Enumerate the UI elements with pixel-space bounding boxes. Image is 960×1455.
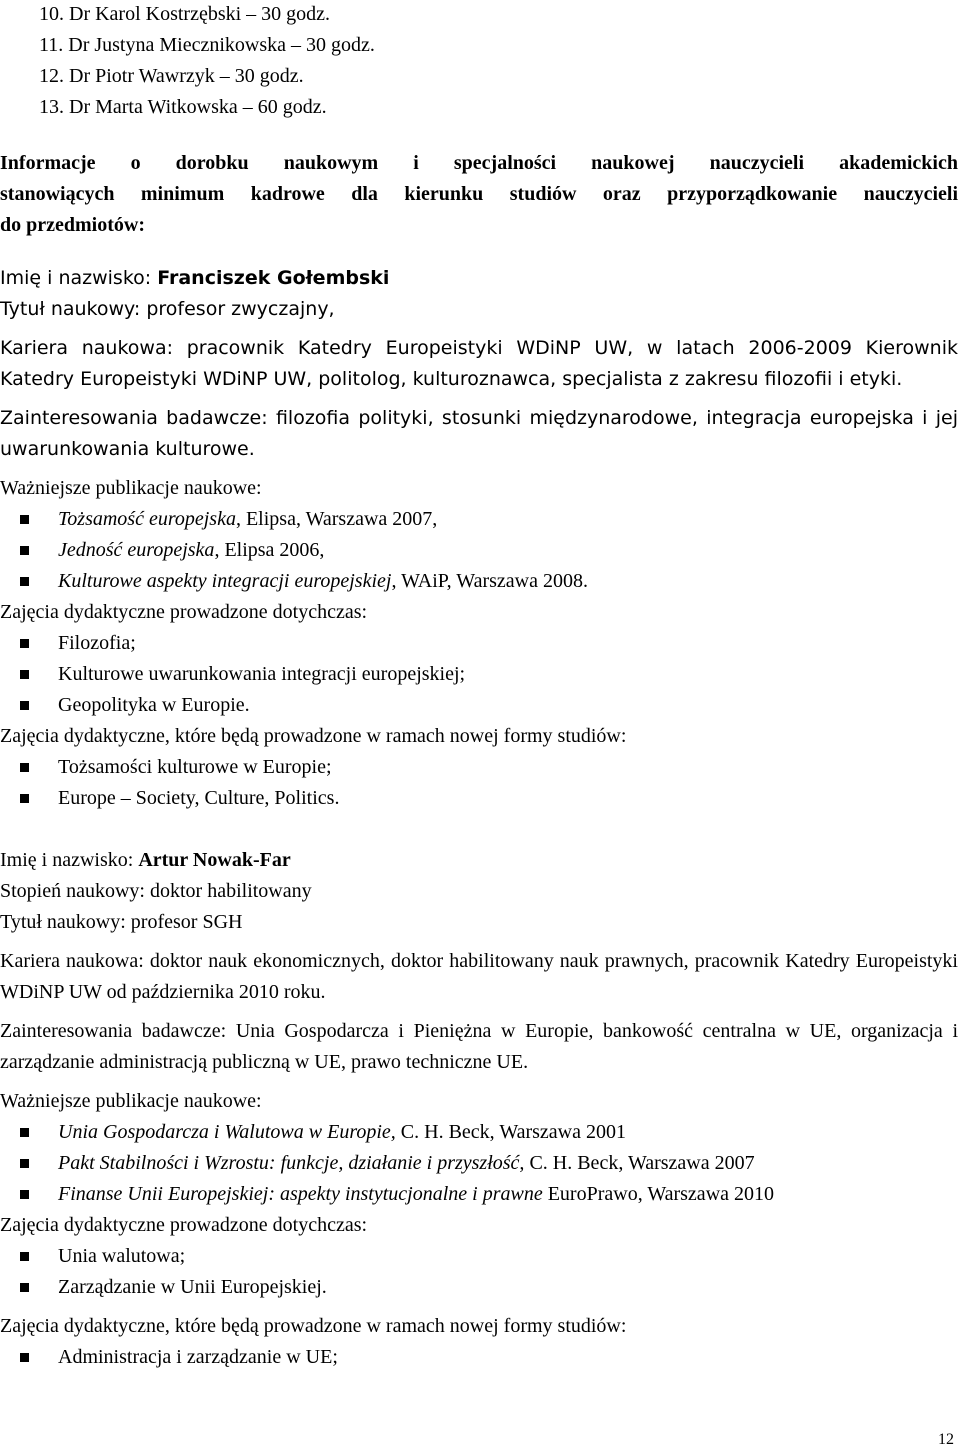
classes-list xyxy=(0,628,958,721)
new-classes-label: Zajęcia dydaktyczne, które będą prowadzone w ramach nowej formy studiów: xyxy=(0,725,627,747)
publication-title: Unia Gospodarcza i Walutowa w Europie, xyxy=(58,1121,396,1143)
publications-label: Ważniejsze publikacje naukowe: xyxy=(0,477,262,499)
career-paragraph: Kariera naukowa: doktor nauk ekonomicznych, doktor habilitowany nauk prawnych, pracownik Katedry Europeistyki WDiNP UW od października 2010 roku. xyxy=(0,950,958,1003)
publication-title: Pakt Stabilności i Wzrostu: funkcje, działanie i przyszłość, xyxy=(58,1152,525,1174)
heading-line: do przedmiotów: xyxy=(0,214,145,236)
list-item xyxy=(0,1148,958,1179)
publication-title: Kulturowe aspekty integracji europejskiej xyxy=(58,570,392,592)
publication-details: EuroPrawo, Warszawa 2010 xyxy=(542,1183,775,1205)
list-item: Unia walutowa; xyxy=(0,1241,958,1272)
person-artur-nowak-far xyxy=(0,845,958,1373)
list-item: Tożsamości kulturowe w Europie; xyxy=(0,752,958,783)
publication-details: C. H. Beck, Warszawa 2007 xyxy=(524,1152,755,1174)
classes-label: Zajęcia dydaktyczne prowadzone dotychczas: xyxy=(0,601,368,623)
person-franciszek-golembski xyxy=(0,263,958,814)
name-value: Artur Nowak-Far xyxy=(138,849,291,871)
publications-list xyxy=(0,1117,958,1210)
page-number: 12 xyxy=(938,1431,954,1448)
list-item xyxy=(0,504,958,535)
name-label: Imię i nazwisko: xyxy=(0,849,139,871)
list-item: Geopolityka w Europie. xyxy=(0,690,958,721)
classes-label: Zajęcia dydaktyczne prowadzone dotychczas: xyxy=(0,1214,368,1236)
publication-details: C. H. Beck, Warszawa 2001 xyxy=(395,1121,626,1143)
interests-paragraph: Zainteresowania badawcze: filozofia polityki, stosunki międzynarodowe, integracja europejska i jej uwarunkowania kulturowe. xyxy=(0,407,958,460)
person-name xyxy=(0,263,958,294)
publication-title: Finanse Unii Europejskiej: aspekty instytucjonalne i prawne xyxy=(58,1183,543,1205)
academic-degree: Stopień naukowy: doktor habilitowany xyxy=(0,880,312,902)
name-value: Franciszek Gołembski xyxy=(157,267,390,289)
teacher-hours-list xyxy=(0,0,958,123)
list-item: 12. Dr Piotr Wawrzyk – 30 godz. xyxy=(39,65,304,87)
list-item xyxy=(0,1117,958,1148)
heading-line: stanowiących minimum kadrowe dla kierunku studiów oraz przyporządkowanie nauczycieli xyxy=(0,183,958,205)
publication-title: Tożsamość europejska xyxy=(58,508,236,530)
list-item: Administracja i zarządzanie w UE; xyxy=(0,1342,958,1373)
list-item: Zarządzanie w Unii Europejskiej. xyxy=(0,1272,958,1303)
section-heading xyxy=(0,148,958,241)
list-item: Filozofia; xyxy=(0,628,958,659)
list-item xyxy=(0,535,958,566)
name-label: Imię i nazwisko: xyxy=(0,267,158,289)
publication-title: Jedność europejska xyxy=(58,539,215,561)
academic-title: Tytuł naukowy: profesor zwyczajny, xyxy=(0,298,335,320)
list-item: 13. Dr Marta Witkowska – 60 godz. xyxy=(39,96,327,118)
publications-list xyxy=(0,504,958,597)
new-classes-list xyxy=(0,752,958,814)
list-item: Kulturowe uwarunkowania integracji europejskiej; xyxy=(0,659,958,690)
academic-title: Tytuł naukowy: profesor SGH xyxy=(0,911,243,933)
list-item xyxy=(0,1179,958,1210)
person-name xyxy=(0,845,958,876)
list-item xyxy=(0,566,958,597)
publication-details: , Elipsa, Warszawa 2007, xyxy=(235,508,438,530)
publication-details: , Elipsa 2006, xyxy=(214,539,325,561)
publications-label: Ważniejsze publikacje naukowe: xyxy=(0,1090,262,1112)
list-item: 10. Dr Karol Kostrzębski – 30 godz. xyxy=(39,3,331,25)
list-item: 11. Dr Justyna Miecznikowska – 30 godz. xyxy=(39,34,375,56)
publication-details: , WAiP, Warszawa 2008. xyxy=(391,570,588,592)
new-classes-label: Zajęcia dydaktyczne, które będą prowadzone w ramach nowej formy studiów: xyxy=(0,1315,627,1337)
classes-list xyxy=(0,1241,958,1303)
list-item: Europe – Society, Culture, Politics. xyxy=(0,783,958,814)
heading-line: Informacje o dorobku naukowym i specjalności naukowej nauczycieli akademickich xyxy=(0,152,958,174)
career-paragraph: Kariera naukowa: pracownik Katedry Europeistyki WDiNP UW, w latach 2006-2009 Kierownik Katedry Europeistyki WDiNP UW, politolog, kulturoznawca, specjalista z zakresu filozofii i etyki. xyxy=(0,337,958,390)
interests-paragraph: Zainteresowania badawcze: Unia Gospodarcza i Pieniężna w Europie, bankowość centralna w UE, organizacja i zarządzanie administracją publiczną w UE, prawo techniczne UE. xyxy=(0,1020,958,1073)
new-classes-list xyxy=(0,1342,958,1373)
